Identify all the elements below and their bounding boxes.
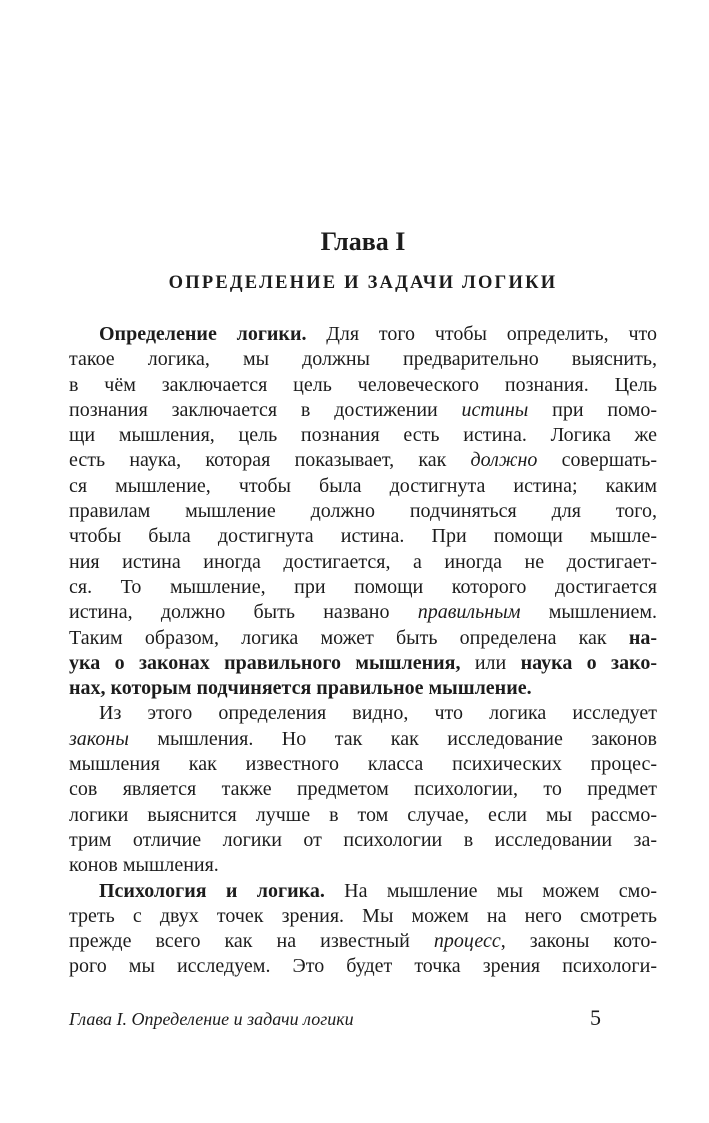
text-run: прежде всего как на известный bbox=[69, 930, 434, 953]
text-run: должно bbox=[470, 449, 538, 472]
text-run: при помо- bbox=[528, 398, 658, 421]
paragraph bbox=[69, 701, 657, 878]
text-run: мышления. Но так как исследование законов bbox=[128, 727, 657, 750]
text-line bbox=[69, 701, 657, 726]
text-run: , законы кото- bbox=[500, 930, 657, 953]
text-run: правилам мышление должно подчиняться для того, bbox=[69, 500, 657, 523]
text-line bbox=[69, 879, 657, 904]
text-line bbox=[69, 322, 657, 347]
text-run: мышления как известного класса психических процес- bbox=[69, 753, 657, 776]
text-run: На мышление мы можем смо- bbox=[324, 879, 657, 902]
text-run: Таким образом, логика может быть определена как bbox=[69, 626, 629, 649]
text-run: ния истина иногда достигается, а иногда не достигает- bbox=[69, 550, 657, 573]
text-run: конов мышления. bbox=[69, 854, 219, 877]
text-line bbox=[69, 448, 657, 473]
running-title: Глава I. Определение и задачи логики bbox=[69, 1009, 354, 1029]
text-line bbox=[69, 803, 657, 828]
text-run: рого мы исследуем. Это будет точка зрения психологи- bbox=[69, 955, 657, 978]
text-run: нах, которым подчиняется правильное мышление. bbox=[69, 677, 532, 700]
text-run: совершать- bbox=[537, 449, 657, 472]
text-run: Определение логики. bbox=[99, 323, 307, 345]
text-run: законы bbox=[69, 727, 129, 750]
text-run: процесс bbox=[433, 930, 501, 953]
text-line bbox=[69, 600, 657, 625]
text-line bbox=[69, 499, 657, 524]
text-run: чтобы была достигнута истина. При помощи мышле- bbox=[69, 525, 657, 548]
text-line bbox=[69, 524, 657, 549]
text-line bbox=[69, 828, 657, 853]
text-run: истина, должно быть названо bbox=[69, 601, 418, 624]
text-line bbox=[69, 398, 657, 423]
text-run: сов является также предметом психологии, то предмет bbox=[69, 778, 657, 801]
text-line bbox=[69, 373, 657, 398]
text-line bbox=[69, 777, 657, 802]
page-number: 5 bbox=[590, 1005, 601, 1030]
text-run: такое логика, мы должны предварительно выяснить, bbox=[69, 348, 657, 371]
text-run: наука о зако- bbox=[520, 651, 658, 674]
text-run: щи мышления, цель познания есть истина. Логика же bbox=[69, 424, 657, 447]
text-run: есть наука, которая показывает, как bbox=[69, 449, 471, 472]
text-run: ся. То мышление, при помощи которого достигается bbox=[69, 575, 657, 598]
paragraph bbox=[69, 322, 657, 701]
text-run: Из этого определения видно, что логика исследует bbox=[99, 702, 657, 725]
text-line bbox=[69, 474, 657, 499]
text-run: логики выяснится лучше в том случае, если мы рассмо- bbox=[69, 803, 657, 826]
text-run: Психология и логика. bbox=[99, 879, 325, 902]
text-run: треть с двух точек зрения. Мы можем на него смотреть bbox=[69, 904, 657, 927]
text-line bbox=[69, 626, 657, 651]
text-line bbox=[69, 904, 657, 929]
text-run: истины bbox=[461, 398, 529, 421]
text-line bbox=[69, 550, 657, 575]
text-line bbox=[69, 929, 657, 954]
text-line bbox=[69, 752, 657, 777]
body-text bbox=[69, 322, 657, 980]
text-line bbox=[69, 347, 657, 372]
text-run: на- bbox=[628, 626, 657, 649]
text-line bbox=[69, 575, 657, 600]
text-line bbox=[69, 676, 657, 701]
text-line bbox=[69, 954, 657, 979]
text-run: ука о законах правильного мышления, bbox=[69, 651, 461, 674]
text-run: ся мышление, чтобы была достигнута истина; каким bbox=[69, 474, 657, 497]
text-line bbox=[69, 651, 657, 676]
paragraph bbox=[69, 879, 657, 980]
text-run: познания заключается в достижении bbox=[69, 398, 462, 421]
text-run: правильным bbox=[417, 601, 521, 624]
text-line bbox=[69, 853, 657, 878]
text-run: трим отличие логики от психологии в исследовании за- bbox=[69, 828, 657, 851]
text-line bbox=[69, 423, 657, 448]
section-heading: ОПРЕДЕЛЕНИЕ И ЗАДАЧИ ЛОГИКИ bbox=[168, 273, 558, 293]
text-run: Для того чтобы определить, что bbox=[306, 323, 657, 345]
text-run: мышлением. bbox=[520, 601, 658, 624]
text-line bbox=[69, 727, 657, 752]
chapter-heading: Глава I bbox=[320, 227, 406, 256]
text-run: в чём заключается цель человеческого познания. Цель bbox=[69, 373, 657, 396]
text-run: или bbox=[460, 651, 521, 674]
page-footer bbox=[69, 1005, 657, 1032]
